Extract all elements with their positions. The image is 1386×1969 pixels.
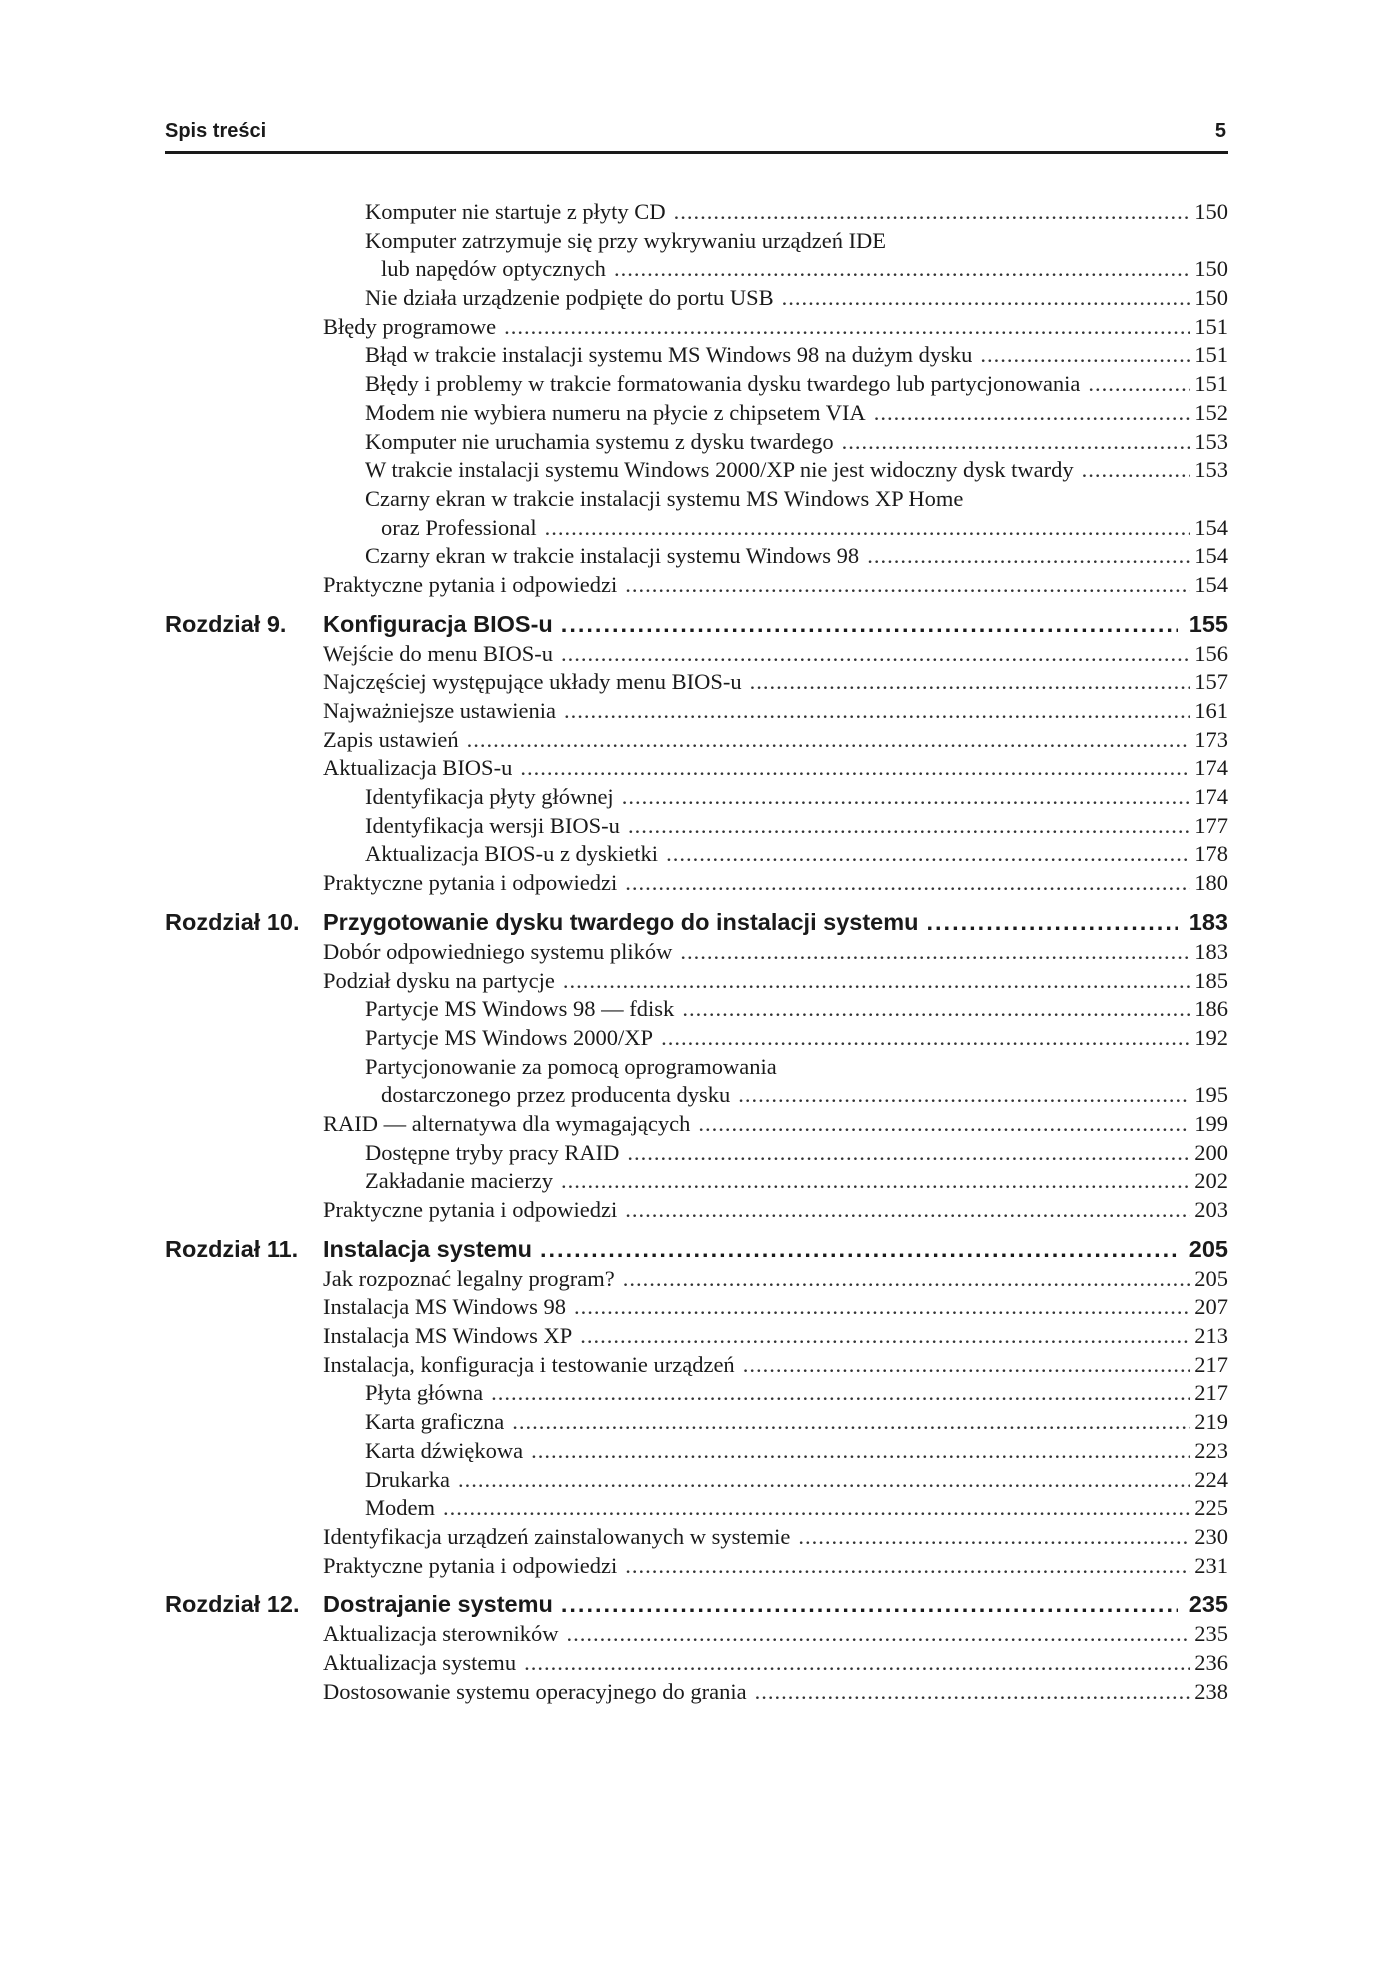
entry-title: lub napędów optycznych xyxy=(381,256,606,282)
entry-title: Płyta główna xyxy=(365,1380,484,1406)
entry-page-number: 156 xyxy=(1194,640,1228,666)
toc-entry[interactable] xyxy=(165,640,1228,669)
dot-leader xyxy=(674,198,1190,227)
entry-title: Aktualizacja systemu xyxy=(323,1649,517,1675)
entry-title: Czarny ekran w trakcie instalacji systemu Windows 98 xyxy=(365,543,860,569)
dot-leader xyxy=(443,1494,1190,1523)
dot-leader xyxy=(782,284,1190,313)
entry-page-number: 173 xyxy=(1194,726,1228,752)
entry-title: Aktualizacja BIOS-u z dyskietki xyxy=(365,841,659,867)
toc-entry[interactable] xyxy=(165,1081,1228,1110)
dot-leader xyxy=(623,1265,1190,1294)
toc-entry[interactable] xyxy=(165,1649,1228,1678)
dot-leader xyxy=(524,1649,1190,1678)
entry-title: Identyfikacja płyty głównej xyxy=(365,784,614,810)
dot-leader xyxy=(531,1437,1190,1466)
chapter-label: Rozdział 10. xyxy=(165,908,300,935)
entry-page-number: 225 xyxy=(1194,1495,1228,1521)
entry-title: Instalacja MS Windows 98 xyxy=(323,1294,567,1320)
toc-entry[interactable] xyxy=(165,485,1228,514)
entry-title: Najczęściej występujące układy menu BIOS-u xyxy=(323,669,742,695)
toc-entry[interactable] xyxy=(165,754,1228,783)
entry-title: Instalacja systemu xyxy=(323,1235,532,1262)
toc-entry[interactable] xyxy=(165,783,1228,812)
entry-page-number: 185 xyxy=(1194,967,1228,993)
dot-leader xyxy=(580,1322,1190,1351)
entry-title: Zakładanie macierzy xyxy=(365,1168,554,1194)
entry-page-number: 157 xyxy=(1194,669,1228,695)
dot-leader xyxy=(666,840,1190,869)
dot-leader xyxy=(1082,456,1190,485)
dot-leader xyxy=(561,1167,1190,1196)
entry-title: Komputer nie startuje z płyty CD xyxy=(365,199,666,224)
entry-title: Konfiguracja BIOS-u xyxy=(323,610,553,637)
entry-page-number: 205 xyxy=(1194,1265,1228,1291)
entry-title: Partycje MS Windows 98 — fdisk xyxy=(365,996,675,1022)
toc-entry[interactable] xyxy=(165,967,1228,996)
dot-leader xyxy=(574,1293,1190,1322)
entry-title: Partycje MS Windows 2000/XP xyxy=(365,1024,654,1050)
dot-leader xyxy=(564,697,1190,726)
toc-entry[interactable] xyxy=(165,313,1228,342)
chapter-label: Rozdział 9. xyxy=(165,610,287,637)
entry-title: Praktyczne pytania i odpowiedzi xyxy=(323,571,618,597)
entry-title: Podział dysku na partycje xyxy=(323,967,555,993)
toc-entry[interactable] xyxy=(165,938,1228,967)
entry-title: Partycjonowanie za pomocą oprogramowania xyxy=(365,1053,777,1079)
dot-leader xyxy=(798,1523,1190,1552)
entry-page-number: 230 xyxy=(1194,1523,1228,1549)
toc-entry[interactable] xyxy=(165,1620,1228,1649)
entry-title: Komputer nie uruchamia systemu z dysku twardego xyxy=(365,428,834,454)
toc-entry[interactable] xyxy=(165,812,1228,841)
entry-title: Jak rozpoznać legalny program? xyxy=(323,1265,615,1291)
toc-entry[interactable] xyxy=(165,697,1228,726)
entry-page-number: 219 xyxy=(1194,1409,1228,1435)
entry-page-number: 186 xyxy=(1194,996,1228,1022)
entry-title: Dobór odpowiedniego systemu plików xyxy=(323,938,673,964)
toc-chapter-entry[interactable] xyxy=(165,1234,1228,1264)
toc-entry[interactable] xyxy=(165,1024,1228,1053)
toc-entry[interactable] xyxy=(165,1379,1228,1408)
dot-leader xyxy=(627,1139,1190,1168)
dot-leader xyxy=(625,571,1190,600)
toc-entry[interactable] xyxy=(165,571,1228,600)
entry-page-number: 150 xyxy=(1194,285,1228,311)
section-name: Spis treści xyxy=(165,120,267,142)
toc-entry[interactable] xyxy=(165,198,1228,227)
toc-entry[interactable] xyxy=(165,1678,1228,1707)
dot-leader xyxy=(1088,370,1190,399)
dot-leader xyxy=(512,1408,1190,1437)
toc-entry[interactable] xyxy=(165,1139,1228,1168)
page-header xyxy=(165,117,1228,154)
entry-page-number: 150 xyxy=(1194,199,1228,224)
entry-title: Praktyczne pytania i odpowiedzi xyxy=(323,1197,618,1222)
dot-leader xyxy=(750,668,1190,697)
entry-title: Instalacja, konfiguracja i testowanie urządzeń xyxy=(323,1351,735,1377)
entry-page-number: 205 xyxy=(1188,1235,1228,1262)
toc-entry[interactable] xyxy=(165,1523,1228,1552)
dot-leader xyxy=(738,1081,1190,1110)
toc-entry[interactable] xyxy=(165,1466,1228,1495)
entry-page-number: 161 xyxy=(1194,698,1228,723)
dot-leader xyxy=(561,1589,1178,1619)
dot-leader xyxy=(755,1678,1190,1707)
entry-title: dostarczonego przez producenta dysku xyxy=(381,1082,731,1108)
entry-page-number: 174 xyxy=(1194,755,1228,781)
toc-entry[interactable] xyxy=(165,428,1228,457)
toc-entry[interactable] xyxy=(165,284,1228,313)
entry-page-number: 153 xyxy=(1194,457,1228,483)
entry-page-number: 238 xyxy=(1194,1678,1228,1704)
entry-title: Drukarka xyxy=(365,1466,450,1492)
dot-leader xyxy=(540,1234,1178,1264)
dot-leader xyxy=(567,1620,1190,1649)
entry-page-number: 217 xyxy=(1194,1351,1228,1377)
dot-leader xyxy=(874,399,1190,428)
toc-chapter-entry[interactable] xyxy=(165,907,1228,937)
entry-page-number: 151 xyxy=(1194,371,1228,397)
entry-page-number: 183 xyxy=(1194,938,1228,964)
entry-page-number: 154 xyxy=(1194,514,1228,540)
dot-leader xyxy=(467,726,1190,755)
toc-entry[interactable] xyxy=(165,370,1228,399)
toc-entry[interactable] xyxy=(165,1437,1228,1466)
entry-title: Karta graficzna xyxy=(365,1409,505,1435)
entry-page-number: 236 xyxy=(1194,1649,1228,1675)
entry-page-number: 217 xyxy=(1194,1380,1228,1406)
toc-entry[interactable] xyxy=(165,1293,1228,1322)
dot-leader xyxy=(625,1196,1190,1225)
chapter-label: Rozdział 12. xyxy=(165,1591,300,1618)
toc-entry[interactable] xyxy=(165,341,1228,370)
entry-title: oraz Professional xyxy=(381,514,537,540)
entry-page-number: 183 xyxy=(1188,908,1228,935)
entry-page-number: 235 xyxy=(1188,1591,1228,1618)
dot-leader xyxy=(520,754,1190,783)
dot-leader xyxy=(661,1024,1190,1053)
entry-page-number: 195 xyxy=(1194,1082,1228,1108)
toc-entry[interactable] xyxy=(165,1196,1228,1225)
dot-leader xyxy=(561,640,1190,669)
entry-title: Identyfikacja urządzeń zainstalowanych w systemie xyxy=(323,1523,791,1549)
table-of-contents xyxy=(165,198,1228,1706)
dot-leader xyxy=(625,1552,1190,1581)
entry-page-number: 151 xyxy=(1194,342,1228,368)
toc-entry[interactable] xyxy=(165,668,1228,697)
toc-entry[interactable] xyxy=(165,227,1228,256)
dot-leader xyxy=(980,341,1190,370)
dot-leader xyxy=(504,313,1190,342)
toc-chapter-entry[interactable] xyxy=(165,1589,1228,1619)
entry-page-number: 178 xyxy=(1194,841,1228,867)
entry-title: Komputer zatrzymuje się przy wykrywaniu urządzeń IDE xyxy=(365,227,887,253)
dot-leader xyxy=(628,812,1190,841)
entry-page-number: 213 xyxy=(1194,1323,1228,1349)
dot-leader xyxy=(545,514,1190,543)
dot-leader xyxy=(698,1110,1190,1139)
dot-leader xyxy=(491,1379,1190,1408)
dot-leader xyxy=(625,869,1190,898)
toc-entry[interactable] xyxy=(165,840,1228,869)
entry-page-number: 154 xyxy=(1194,543,1228,569)
toc-entry[interactable] xyxy=(165,1265,1228,1294)
toc-entry[interactable] xyxy=(165,726,1228,755)
entry-title: Najważniejsze ustawienia xyxy=(323,698,557,723)
entry-title: Aktualizacja BIOS-u xyxy=(323,755,513,781)
dot-leader xyxy=(842,428,1190,457)
entry-title: Karta dźwiękowa xyxy=(365,1437,524,1463)
entry-title: Błędy i problemy w trakcie formatowania dysku twardego lub partycjonowania xyxy=(365,371,1081,397)
entry-page-number: 174 xyxy=(1194,784,1228,810)
dot-leader xyxy=(563,967,1190,996)
toc-entry[interactable] xyxy=(165,995,1228,1024)
dot-leader xyxy=(682,995,1190,1024)
entry-page-number: 177 xyxy=(1194,812,1228,838)
entry-page-number: 223 xyxy=(1194,1437,1228,1463)
entry-title: Przygotowanie dysku twardego do instalacji systemu xyxy=(323,908,919,935)
entry-title: Dostrajanie systemu xyxy=(323,1591,553,1618)
entry-title: Nie działa urządzenie podpięte do portu USB xyxy=(365,285,774,311)
entry-title: Dostosowanie systemu operacyjnego do grania xyxy=(323,1678,747,1704)
entry-page-number: 202 xyxy=(1194,1168,1228,1194)
dot-leader xyxy=(561,609,1178,639)
toc-entry[interactable] xyxy=(165,1351,1228,1380)
entry-page-number: 199 xyxy=(1194,1110,1228,1136)
entry-page-number: 207 xyxy=(1194,1294,1228,1320)
toc-entry[interactable] xyxy=(165,399,1228,428)
toc-entry[interactable] xyxy=(165,542,1228,571)
dot-leader xyxy=(458,1466,1190,1495)
dot-leader xyxy=(622,783,1190,812)
entry-page-number: 235 xyxy=(1194,1621,1228,1647)
entry-title: Czarny ekran w trakcie instalacji systemu MS Windows XP Home xyxy=(365,485,964,511)
entry-page-number: 203 xyxy=(1194,1197,1228,1222)
page-number: 5 xyxy=(1214,120,1226,142)
entry-title: Błędy programowe xyxy=(323,313,497,339)
entry-page-number: 152 xyxy=(1194,399,1228,425)
toc-entry[interactable] xyxy=(165,1167,1228,1196)
dot-leader xyxy=(614,255,1190,284)
entry-title: Wejście do menu BIOS-u xyxy=(323,640,554,666)
toc-entry[interactable] xyxy=(165,1110,1228,1139)
entry-title: Praktyczne pytania i odpowiedzi xyxy=(323,1552,618,1578)
entry-page-number: 180 xyxy=(1194,870,1228,896)
dot-leader xyxy=(867,542,1190,571)
entry-page-number: 231 xyxy=(1194,1552,1228,1578)
entry-title: Modem xyxy=(365,1495,435,1521)
dot-leader xyxy=(743,1351,1190,1380)
entry-page-number: 200 xyxy=(1194,1139,1228,1165)
dot-leader xyxy=(680,938,1190,967)
toc-entry[interactable] xyxy=(165,1552,1228,1581)
entry-title: Błąd w trakcie instalacji systemu MS Windows 98 na dużym dysku xyxy=(365,342,973,368)
entry-title: Aktualizacja sterowników xyxy=(323,1621,559,1647)
entry-page-number: 154 xyxy=(1194,571,1228,597)
entry-page-number: 150 xyxy=(1194,256,1228,282)
toc-entry[interactable] xyxy=(165,869,1228,898)
entry-title: Dostępne tryby pracy RAID xyxy=(365,1139,620,1165)
toc-entry[interactable] xyxy=(165,456,1228,485)
toc-entry[interactable] xyxy=(165,1322,1228,1351)
toc-entry[interactable] xyxy=(165,1408,1228,1437)
entry-title: RAID — alternatywa dla wymagających xyxy=(323,1110,691,1136)
chapter-label: Rozdział 11. xyxy=(165,1235,299,1262)
entry-title: Praktyczne pytania i odpowiedzi xyxy=(323,870,618,896)
entry-title: Zapis ustawień xyxy=(323,726,459,752)
toc-entry[interactable] xyxy=(165,255,1228,284)
entry-title: Modem nie wybiera numeru na płycie z chipsetem VIA xyxy=(365,399,866,425)
entry-page-number: 153 xyxy=(1194,428,1228,454)
entry-title: W trakcie instalacji systemu Windows 2000/XP nie jest widoczny dysk twardy xyxy=(365,457,1074,483)
entry-page-number: 151 xyxy=(1194,313,1228,339)
toc-entry[interactable] xyxy=(165,1053,1228,1082)
entry-title: Identyfikacja wersji BIOS-u xyxy=(365,812,620,838)
toc-chapter-entry[interactable] xyxy=(165,609,1228,639)
entry-page-number: 155 xyxy=(1188,610,1228,637)
entry-page-number: 224 xyxy=(1194,1466,1228,1492)
entry-page-number: 192 xyxy=(1194,1024,1228,1050)
entry-title: Instalacja MS Windows XP xyxy=(323,1323,573,1349)
toc-entry[interactable] xyxy=(165,1494,1228,1523)
dot-leader xyxy=(927,907,1179,937)
toc-entry[interactable] xyxy=(165,514,1228,543)
